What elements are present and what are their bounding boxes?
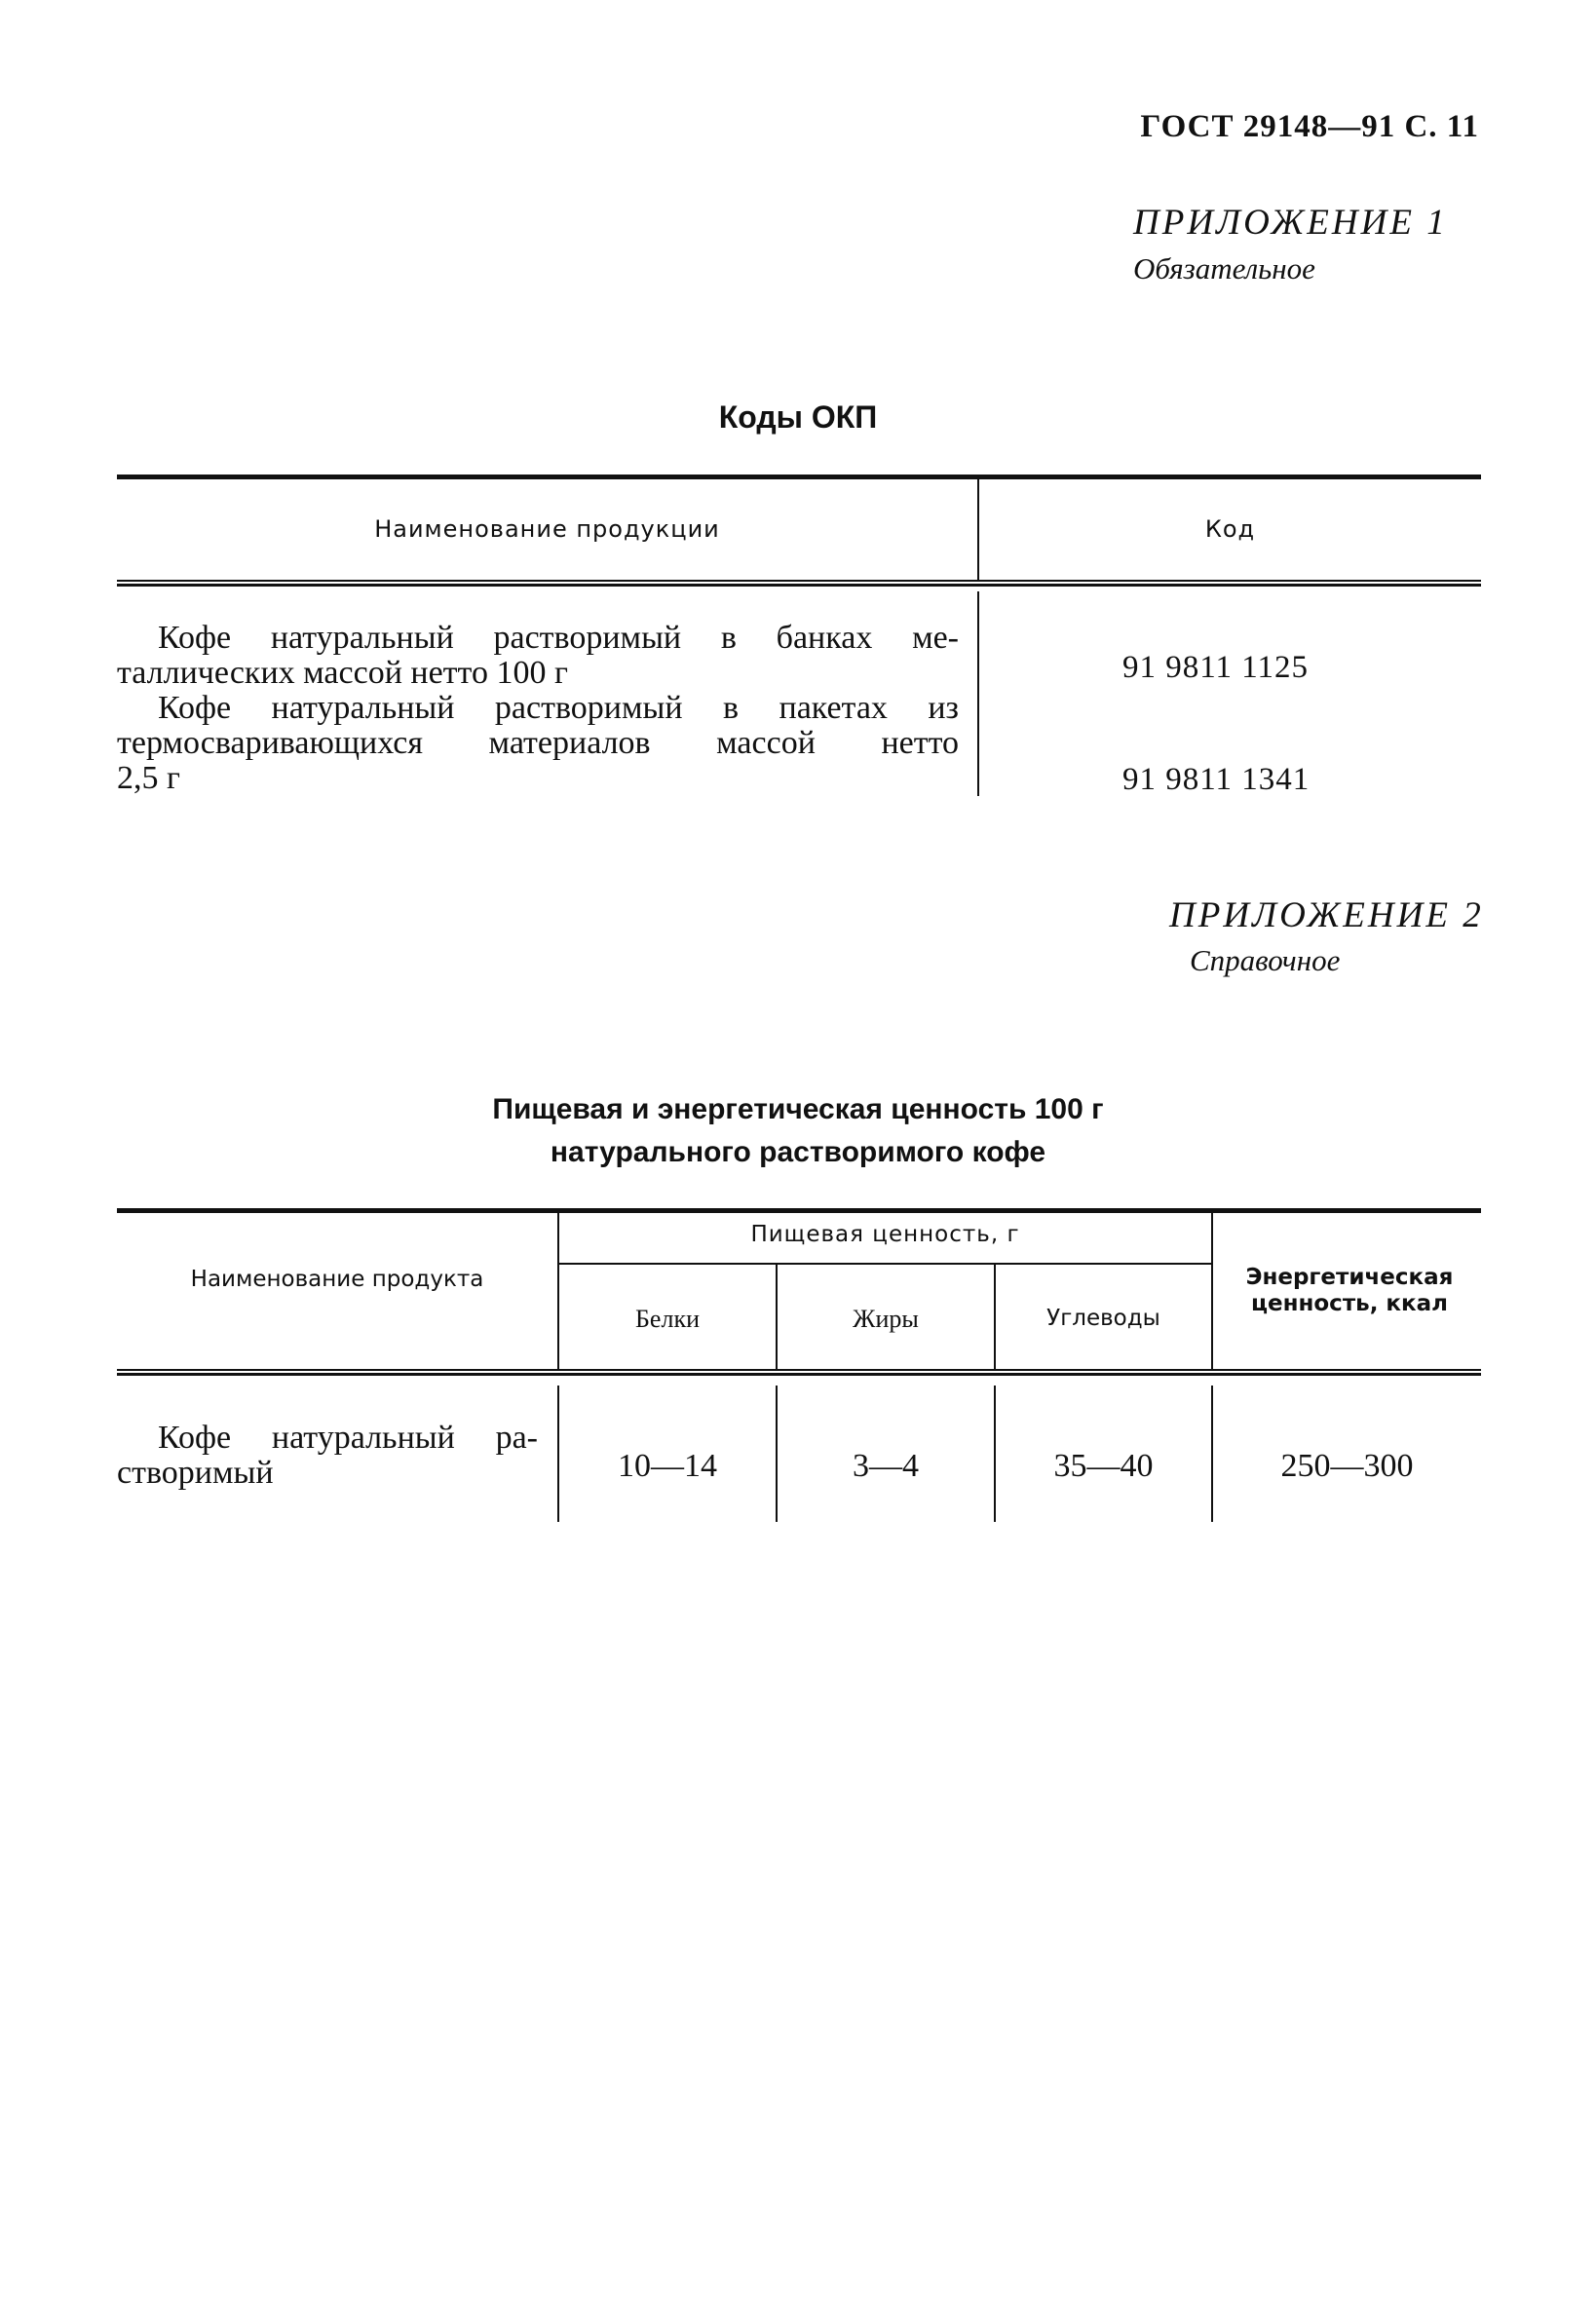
energy-value: 250—300: [1280, 1448, 1414, 1484]
header-separator-rule: [117, 1369, 1481, 1376]
nutrition-table: [117, 1208, 1481, 1539]
column-header-fat: Жиры: [853, 1305, 919, 1333]
nutrition-table-title: [0, 1088, 1596, 1174]
okp-table-title: Коды ОКП: [718, 399, 878, 435]
product-name-line: термосваривающихся материалов массой нетто: [117, 725, 959, 761]
group-header-rule: [559, 1263, 1211, 1265]
column-header-name: Наименование продукции: [374, 515, 720, 543]
appendix2-status: Справочное: [1190, 943, 1341, 977]
fat-value: 3—4: [853, 1448, 919, 1484]
appendix1-status: Обязательное: [1133, 251, 1315, 285]
column-header-carbs: Углеводы: [1046, 1306, 1160, 1331]
appendix1-title: ПРИЛОЖЕНИЕ 1: [1133, 203, 1448, 243]
product-name-line: Кофе натуральный растворимый в банках ме-: [158, 620, 959, 656]
protein-value: 10—14: [618, 1448, 717, 1484]
table-top-rule: [117, 475, 1481, 479]
page-header: ГОСТ 29148—91 С. 11: [1140, 109, 1479, 144]
product-name-line: створимый: [117, 1455, 274, 1491]
table-top-rule: [117, 1208, 1481, 1213]
column-group-header: Пищевая ценность, г: [750, 1222, 1020, 1247]
nutrition-title-line: натурального растворимого кофе: [550, 1136, 1046, 1168]
product-name-line: Кофе натуральный ра-: [158, 1420, 538, 1456]
nutrition-title-line: Пищевая и энергетическая ценность 100 г: [492, 1093, 1104, 1125]
okp-table: [117, 475, 1481, 806]
column-header-code: Код: [1204, 515, 1256, 543]
column-divider: [1211, 1213, 1213, 1369]
column-divider: [977, 591, 979, 796]
product-name-line: 2,5 г: [117, 760, 180, 796]
column-header-protein: Белки: [635, 1305, 700, 1333]
product-code: 91 9811 1125: [1122, 650, 1310, 685]
product-name-line: таллических массой нетто 100 г: [117, 655, 568, 691]
appendix2-title: ПРИЛОЖЕНИЕ 2: [1169, 895, 1484, 935]
product-name-line: Кофе натуральный растворимый в пакетах из: [158, 690, 959, 726]
product-code: 91 9811 1341: [1122, 762, 1311, 797]
column-header-energy: Энергетическая ценность, ккал: [1245, 1265, 1454, 1316]
column-header-name: Наименование продукта: [190, 1267, 484, 1292]
header-separator-rule: [117, 580, 1481, 587]
carbs-value: 35—40: [1053, 1448, 1154, 1484]
